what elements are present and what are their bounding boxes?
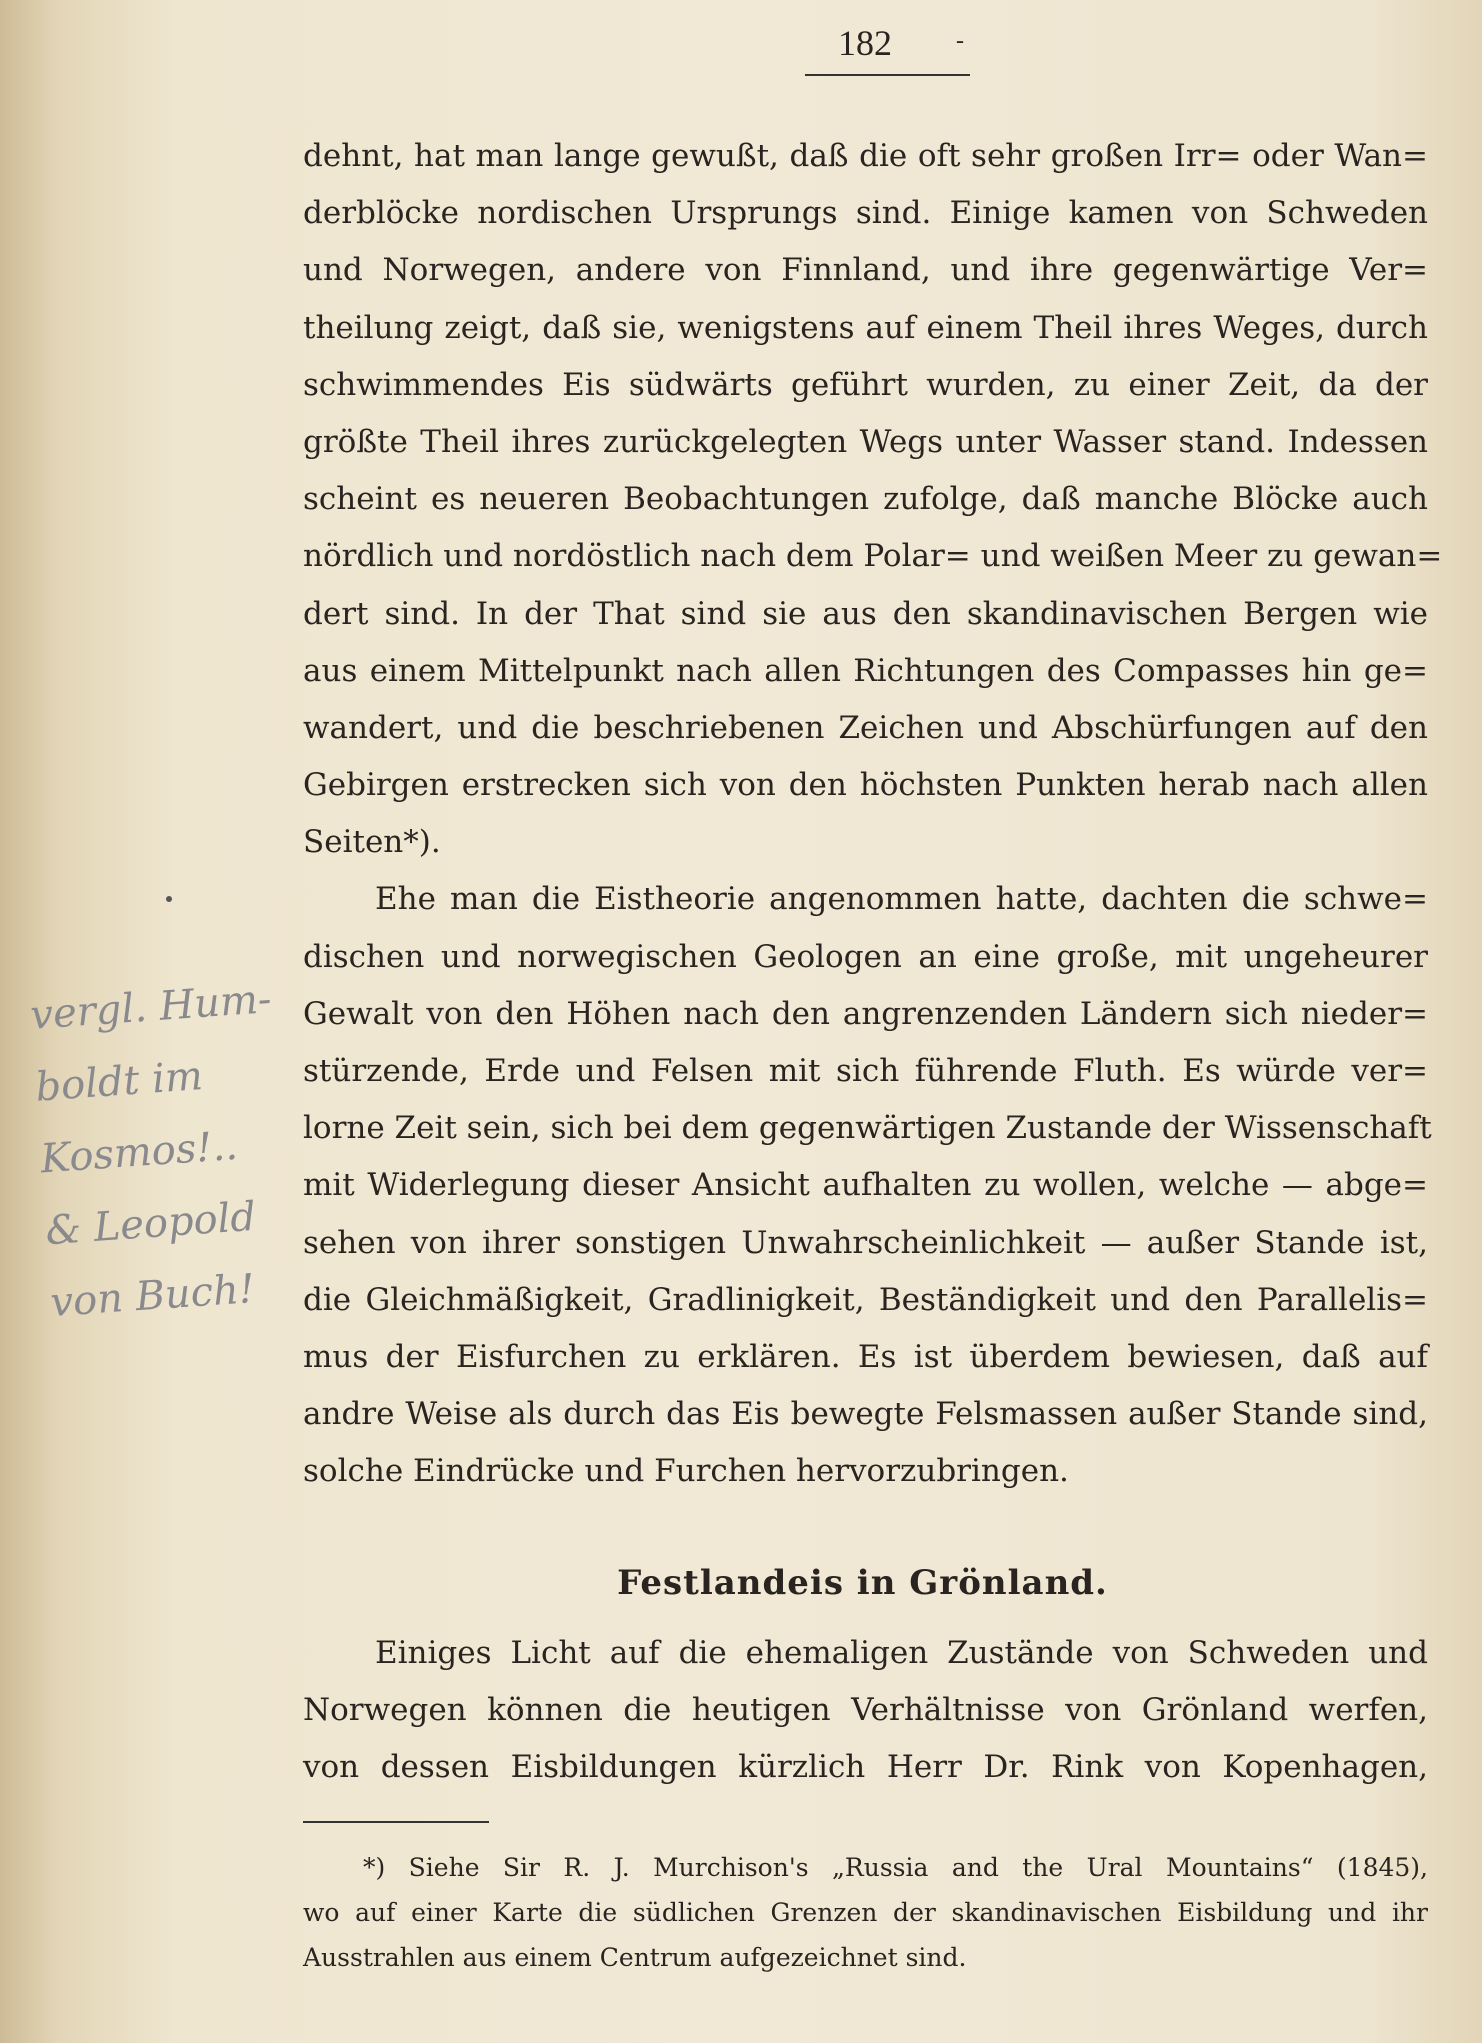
text-line: mit Widerlegung dieser Ansicht aufhalten zu wollen, welche — abge= (303, 1167, 1428, 1204)
footnote-block (303, 1845, 1428, 1980)
section-text-line: Einiges Licht auf die ehemaligen Zustände von Schweden und (375, 1635, 1428, 1671)
text-line: derblöcke nordischen Ursprungs sind. Einige kamen von Schweden (303, 195, 1428, 232)
margin-note-line: boldt im (33, 1053, 205, 1111)
text-line: Seiten*). (303, 824, 441, 861)
text-line: stürzende, Erde und Felsen mit sich führende Fluth. Es würde ver= (303, 1053, 1428, 1089)
section-text-line: von dessen Eisbildungen kürzlich Herr Dr. Rink von Kopenhagen, (303, 1749, 1428, 1786)
text-line: lorne Zeit sein, sich bei dem gegenwärtigen Zustande der Wissenschaft (303, 1110, 1432, 1147)
section-text-block (303, 1625, 1428, 1797)
footnote-rule (303, 1821, 489, 1823)
text-line: dischen und norwegischen Geologen an eine große, mit ungeheurer (303, 938, 1428, 975)
text-line: wandert, und die beschriebenen Zeichen und Abschürfungen auf den (303, 709, 1428, 746)
text-line: Gebirgen erstrecken sich von den höchsten Punkten herab nach allen (303, 767, 1428, 804)
main-text-block (303, 128, 1443, 1501)
text-line: die Gleichmäßigkeit, Gradlinigkeit, Beständigkeit und den Parallelis= (303, 1281, 1428, 1318)
text-line: theilung zeigt, daß sie, wenigstens auf einem Theil ihres Weges, durch (303, 309, 1428, 346)
margin-note-line: vergl. Hum- (28, 976, 273, 1039)
text-line: sehen von ihrer sonstigen Unwahrscheinlichkeit — außer Stande ist, (303, 1224, 1428, 1261)
header-rule (805, 74, 970, 76)
text-line: scheint es neueren Beobachtungen zufolge, daß manche Blöcke auch (303, 481, 1428, 518)
handwritten-margin-note (28, 961, 322, 1339)
text-line: andre Weise als durch das Eis bewegte Felsmassen außer Stande sind, (303, 1396, 1428, 1433)
section-heading: Festlandeis in Grönland. (617, 1563, 1108, 1603)
text-line: nördlich und nordöstlich nach dem Polar= und weißen Meer zu gewan= (303, 538, 1443, 575)
text-line: solche Eindrücke und Furchen hervorzubringen. (303, 1453, 1069, 1490)
text-line: dehnt, hat man lange gewußt, daß die oft sehr großen Irr= oder Wan= (303, 138, 1428, 174)
footnote-line: Ausstrahlen aus einem Centrum aufgezeichnet sind. (303, 1943, 967, 1972)
text-line: Ehe man die Eistheorie angenommen hatte, dachten die schwe= (375, 881, 1428, 918)
footnote-line: *) Siehe Sir R. J. Murchison's „Russia and the Ural Mountains“ (1845), (363, 1853, 1428, 1882)
text-line: und Norwegen, andere von Finnland, und ihre gegenwärtige Ver= (303, 252, 1428, 289)
text-line: schwimmendes Eis südwärts geführt wurden, zu einer Zeit, da der (303, 366, 1428, 403)
text-line: dert sind. In der That sind sie aus den skandinavischen Bergen wie (303, 595, 1428, 632)
text-line: aus einem Mittelpunkt nach allen Richtungen des Compasses hin ge= (303, 652, 1428, 689)
ink-dot (166, 896, 172, 902)
footnote-line: wo auf einer Karte die südlichen Grenzen der skandinavischen Eisbildung und ihr (303, 1898, 1428, 1927)
margin-note-line: & Leopold (43, 1193, 258, 1255)
text-line: größte Theil ihres zurückgelegten Wegs unter Wasser stand. Indessen (303, 423, 1428, 460)
margin-note-line: von Buch! (48, 1265, 257, 1327)
header-mark: - (956, 28, 964, 54)
text-line: mus der Eisfurchen zu erklären. Es ist überdem bewiesen, daß auf (303, 1338, 1428, 1375)
section-text-line: Norwegen können die heutigen Verhältnisse von Grönland werfen, (303, 1692, 1428, 1729)
text-line: Gewalt von den Höhen nach den angrenzenden Ländern sich nieder= (303, 995, 1428, 1032)
margin-note-line: Kosmos!.. (38, 1122, 240, 1183)
page-number: 182 (838, 23, 892, 63)
